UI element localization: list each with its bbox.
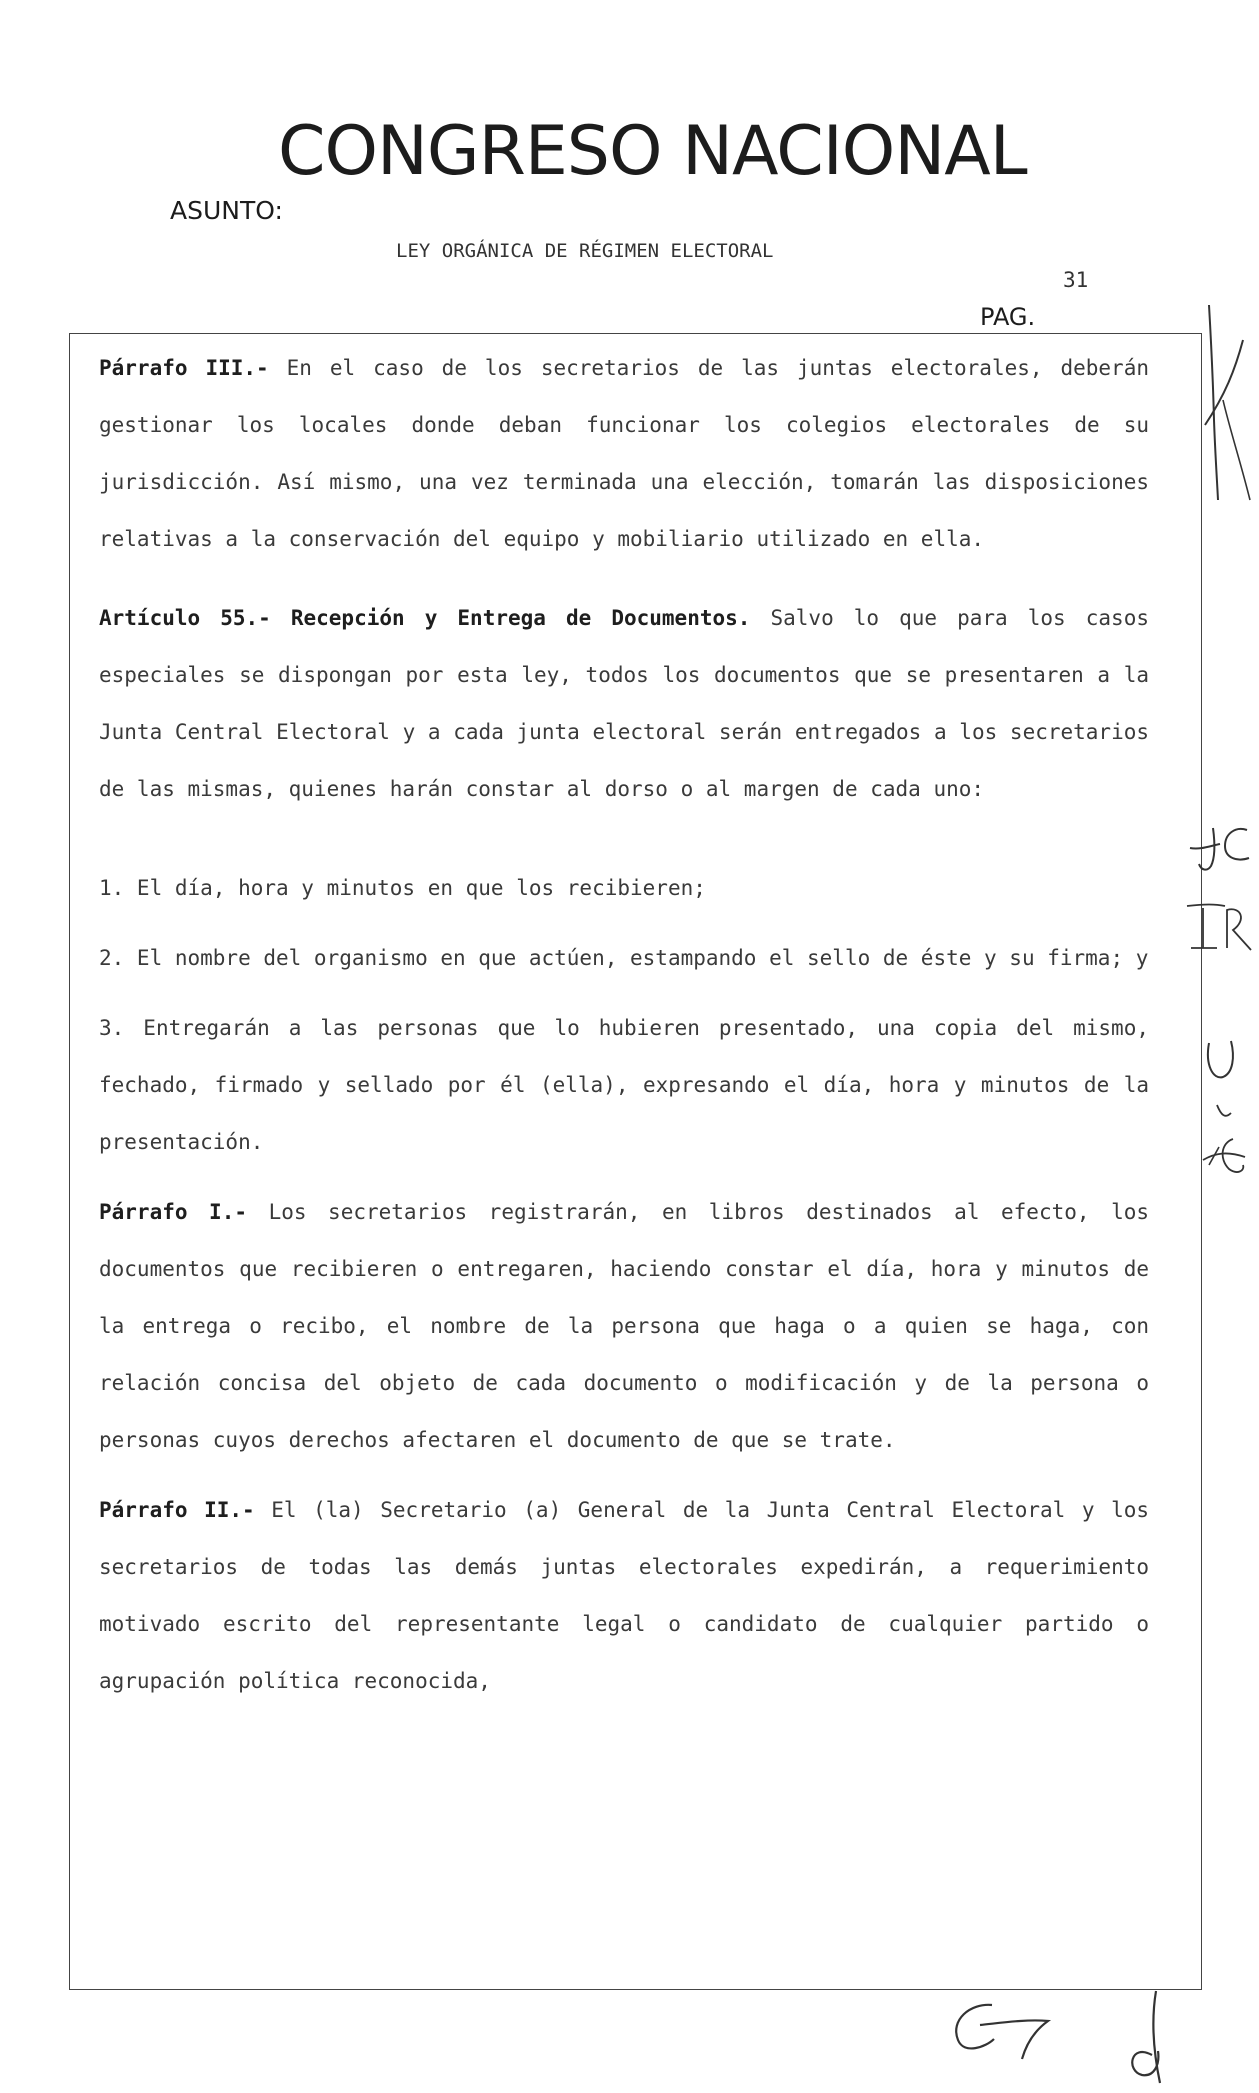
paragraph <box>99 340 1149 568</box>
paragraph <box>99 1482 1149 1710</box>
paragraph-label: Párrafo III.- <box>99 356 269 380</box>
paragraph-label: Párrafo I.- <box>99 1200 247 1224</box>
paragraph-text: En el caso de los secretarios de las juntas electorales, deberán gestionar los locales donde deban funcionar los colegios electorales de su jurisdicción. Así mismo, una vez terminada una elección, tomarán las disposiciones relativas a la conservación del equipo y mobiliario utilizado en ella. <box>99 356 1149 551</box>
paragraph-text: Los secretarios registrarán, en libros destinados al efecto, los documentos que recibieren o entregaren, haciendo constar el día, hora y minutos de la entrega o recibo, el nombre de la persona que haga o a quien se haga, con relación concisa del objeto de cada documento o modificación y de la persona o personas cuyos derechos afectaren el documento de que se trate. <box>99 1200 1150 1452</box>
page-title: CONGRESO NACIONAL <box>278 112 1027 191</box>
paragraph <box>99 1184 1149 1469</box>
subject-line: LEY ORGÁNICA DE RÉGIMEN ELECTORAL <box>396 240 774 262</box>
paragraph-text: Salvo lo que para los casos especiales se dispongan por esta ley, todos los documentos que se presentaren a la Junta Central Electoral y a cada junta electoral serán entregados a los secretarios de las mismas, quienes harán constar al dorso o al margen de cada uno: <box>99 606 1149 801</box>
list-item: 3. Entregarán a las personas que lo hubieren presentado, una copia del mismo, fechado, firmado y sellado por él (ella), expresando el día, hora y minutos de la presentación. <box>99 1016 1149 1154</box>
list-item: 1. El día, hora y minutos en que los recibieren; <box>99 876 706 900</box>
page-number: 31 <box>1063 268 1089 292</box>
article-heading: Artículo 55.- Recepción y Entrega de Documentos. <box>99 606 751 630</box>
pag-label: PAG. <box>980 303 1036 331</box>
margin-initials-middle <box>1195 1035 1255 1195</box>
margin-initials-jc-ir <box>1185 818 1259 968</box>
asunto-label: ASUNTO: <box>170 196 283 225</box>
article-paragraph <box>99 590 1149 818</box>
margin-annotation-top <box>1195 300 1255 510</box>
paragraph-label: Párrafo II.- <box>99 1498 255 1522</box>
signature <box>930 1985 1190 2090</box>
body-text <box>99 340 1149 1710</box>
list-item: 2. El nombre del organismo en que actúen, estampando el sello de éste y su firma; y <box>99 946 1149 970</box>
paragraph-text: El (la) Secretario (a) General de la Junta Central Electoral y los secretarios de todas las demás juntas electorales expedirán, a requerimiento motivado escrito del representante legal o candidato de cualquier partido o agrupación política reconocida, <box>99 1498 1149 1693</box>
